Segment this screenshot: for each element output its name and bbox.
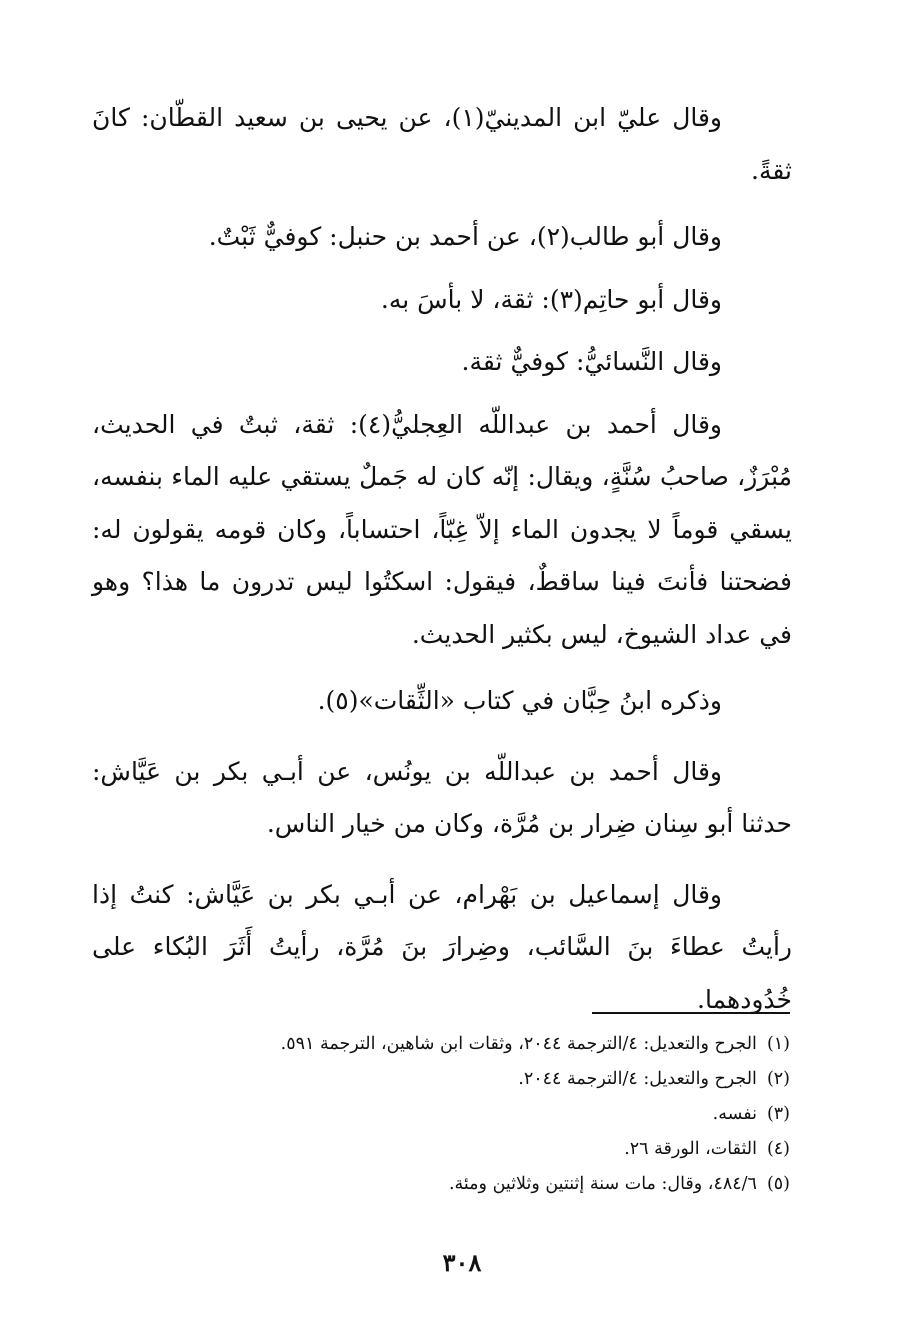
footnote — [160, 1132, 790, 1167]
footnote-number: (٥) — [766, 1174, 790, 1194]
page-number: ٣٠٨ — [442, 1248, 482, 1277]
footnote-text: نفسه. — [712, 1104, 757, 1124]
footnote-text: الثقات، الورقة ٢٦. — [624, 1139, 757, 1159]
footnote — [160, 1062, 790, 1097]
footnotes — [160, 1027, 790, 1202]
footnote-text: ٤٨٤/٦، وقال: مات سنة إثنتين وثلاثين ومئة. — [448, 1174, 757, 1194]
paragraph-nasai: وقال النَّسائيُّ: كوفيٌّ ثقة. — [461, 347, 722, 376]
paragraph-ismail-bahram: وقال إسماعيل بن بَهْرام، عن أبـي بكر بن عَيَّاش: كنتُ إذا رأيتُ عطاءَ بنَ السَّائب، وضِرارَ بنَ مُرَّة، رأيتُ أَثَرَ البُكاء على خُدُودهما. — [92, 879, 792, 1014]
footnote-number: (٣) — [766, 1104, 790, 1124]
paragraph-ibn-hibban: وذكره ابنُ حِبَّان في كتاب «الثِّقات»(٥). — [317, 686, 722, 715]
paragraph-abu-talib: وقال أبو طالب(٢)، عن أحمد بن حنبل: كوفيٌّ ثَبْتٌ. — [208, 222, 722, 251]
footnote-separator — [592, 1012, 790, 1014]
footnote-text: الجرح والتعديل: ٤/الترجمة ٢٠٤٤. — [518, 1069, 757, 1089]
footnote — [160, 1167, 790, 1202]
footnote-number: (١) — [766, 1034, 790, 1054]
paragraph-ibn-yunus: وقال أحمد بن عبداللّه بن يونُس، عن أبـي بكر بن عَيَّاش: حدثنا أبو سِنان ضِرار بن مُرَّة، وكان من خيار الناس. — [92, 756, 792, 838]
paragraph-abu-hatim: وقال أبو حاتِم(٣): ثقة، لا بأسَ به. — [380, 284, 722, 314]
footnote — [160, 1097, 790, 1132]
main-text — [92, 92, 792, 1026]
paragraph-ijli: وقال أحمد بن عبداللّه العِجليُّ(٤): ثقة، ثبتٌ في الحديث، مُبْرَزٌ، صاحبُ سُنَّةٍ، ويقال: إنّه كان له جَملٌ يستقي عليه الماء بنفسه، يسقي قوماً لا يجدون الماء إلاّ غِبّاً، احتساباً، وكان قومه يقولون له: فضحتنا فأنتَ فينا ساقطٌ، فيقول: اسكتُوا ليس تدرون ما هذا؟ وهو في عداد الشيوخ، ليس بكثير الحديث. — [92, 409, 792, 649]
footnote — [160, 1027, 790, 1062]
footnote-text: الجرح والتعديل: ٤/الترجمة ٢٠٤٤، وثقات ابن شاهين، الترجمة ٥٩١. — [280, 1034, 757, 1054]
paragraph-ibn-almadini: وقال عليّ ابن المدينيّ(١)، عن يحيى بن سعيد القطّان: كانَ ثقةً. — [92, 103, 792, 185]
footnote-number: (٤) — [766, 1139, 790, 1159]
footnote-number: (٢) — [766, 1069, 790, 1089]
